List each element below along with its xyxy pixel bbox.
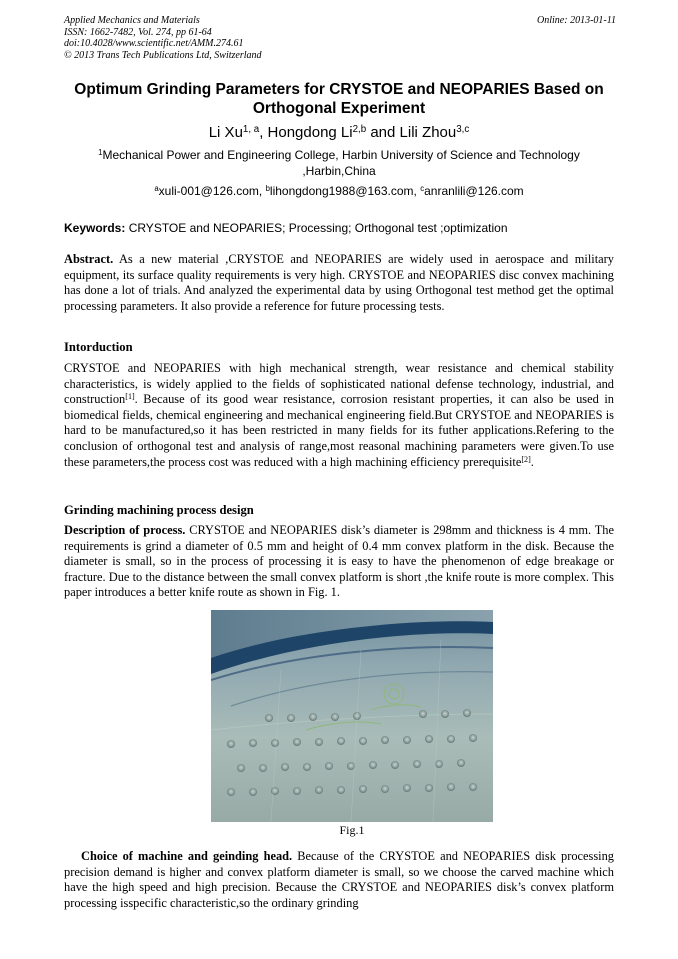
online-date: Online: 2013-01-11 [537, 15, 616, 26]
process-description-label: Description of process. [64, 523, 186, 537]
doi-line: doi:10.4028/www.scientific.net/AMM.274.61 [64, 38, 244, 49]
author-affil-sup: 2,b [352, 124, 367, 136]
abstract-label: Abstract. [64, 252, 114, 266]
author-separator: , [259, 124, 268, 141]
machine-choice-paragraph [64, 849, 614, 911]
process-description-paragraph [64, 523, 614, 601]
paper-title: Optimum Grinding Parameters for CRYSTOE and NEOPARIES Based on Orthogonal Experiment [74, 81, 604, 117]
journal-name: Applied Mechanics and Materials [64, 15, 200, 26]
author-list [60, 124, 618, 142]
copyright-line: © 2013 Trans Tech Publications Ltd, Switzerland [64, 49, 262, 61]
affiliation-text: Mechanical Power and Engineering College, Harbin University of Science and Technology ,Harbin,China [102, 148, 580, 178]
intro-text: . [530, 454, 534, 469]
email-address: anranlili@126.com [424, 184, 524, 198]
author-affil-sup: 3,c [456, 124, 470, 136]
introduction-paragraph [64, 361, 614, 470]
abstract-text: As a new material ,CRYSTOE and NEOPARIES are widely used in aerospace and military equipment, its surface quality requirements is very high. CRYSTOE and NEOPARIES disc convex machining has done a lot of trials. And analyzed the experimental data by using Orthogonal test method get the optimal processing parameters. It also provide a reference for future processing tests. [64, 252, 614, 313]
email-sup: c [420, 184, 425, 194]
keywords-label: Keywords: [64, 221, 126, 235]
keywords [64, 220, 616, 236]
email-address: lihongdong1988@163.com, [269, 184, 421, 198]
email-sup: a [154, 184, 159, 194]
intro-text: . Because of its good wear resistance, corrosion resistant properties, it can also be used in biomedical fields, chemical engineering and mechanical engineering field.But CRYSTOE and NEOPARIES is hard to be manufactured,so it has been restricted in many fields for its futher applications.Refering to the conclusion of orthogonal test and analysis of range,most reasonal machining parameters were given.To use these parameters,the process cost was reduced with a high machining efficiency prerequisite [64, 392, 614, 469]
email-address: xuli-001@126.com, [158, 184, 266, 198]
figure-1-caption: Fig.1 [339, 823, 365, 837]
email-list [60, 183, 618, 199]
citation-ref: [2] [521, 454, 531, 464]
citation-ref: [1] [125, 392, 135, 402]
author-separator: and [366, 124, 400, 141]
abstract [64, 252, 614, 314]
author-name: Lili Zhou [399, 124, 457, 141]
machine-choice-label: Choice of machine and geinding head. [81, 849, 293, 863]
affiliation-sup: 1 [98, 148, 103, 158]
email-sup: b [265, 184, 270, 194]
figure-1-photo [211, 610, 493, 822]
machine-choice-text: Because of the CRYSTOE and NEOPARIES disk processing precision demand is higher and convex platform diameter is small, so we choose the carved machine which have the high speed and high precision. Because the CRYSTOE and NEOPARIES disk’s convex platform processing isspecific characteristic,so the ordinary grinding [64, 849, 615, 910]
section-heading-introduction: Intorduction [64, 340, 133, 354]
keywords-text: CRYSTOE and NEOPARIES; Processing; Orthogonal test ;optimization [125, 221, 508, 235]
intro-text: CRYSTOE and NEOPARIES with high mechanical strength, wear resistance and chemical stability characteristics, is widely applied to the fields of sophisticated national defense technology, industrial, and construction [64, 361, 614, 407]
author-affil-sup: 1, a [242, 124, 260, 136]
affiliation [84, 147, 594, 179]
author-name: Hongdong Li [267, 124, 353, 141]
issn-line: ISSN: 1662-7482, Vol. 274, pp 61-64 [64, 26, 212, 38]
journal-header [64, 15, 616, 61]
author-name: Li Xu [208, 124, 243, 141]
microscope-photo-illustration [211, 610, 493, 822]
process-description-text: CRYSTOE and NEOPARIES disk’s diameter is 298mm and thickness is 4 mm. The requirements is grind a diameter of 0.5 mm and height of 0.4 mm convex platform in the disk. Because the diameter is small, so in the process of processing it is easy to have the phenomenon of edge breakage or fracture. Due to the distance between the small convex platform is short ,the knife route is more complex. This paper introduces a better knife route as shown in Fig. 1. [64, 523, 614, 600]
section-heading-grinding: Grinding machining process design [64, 503, 254, 517]
